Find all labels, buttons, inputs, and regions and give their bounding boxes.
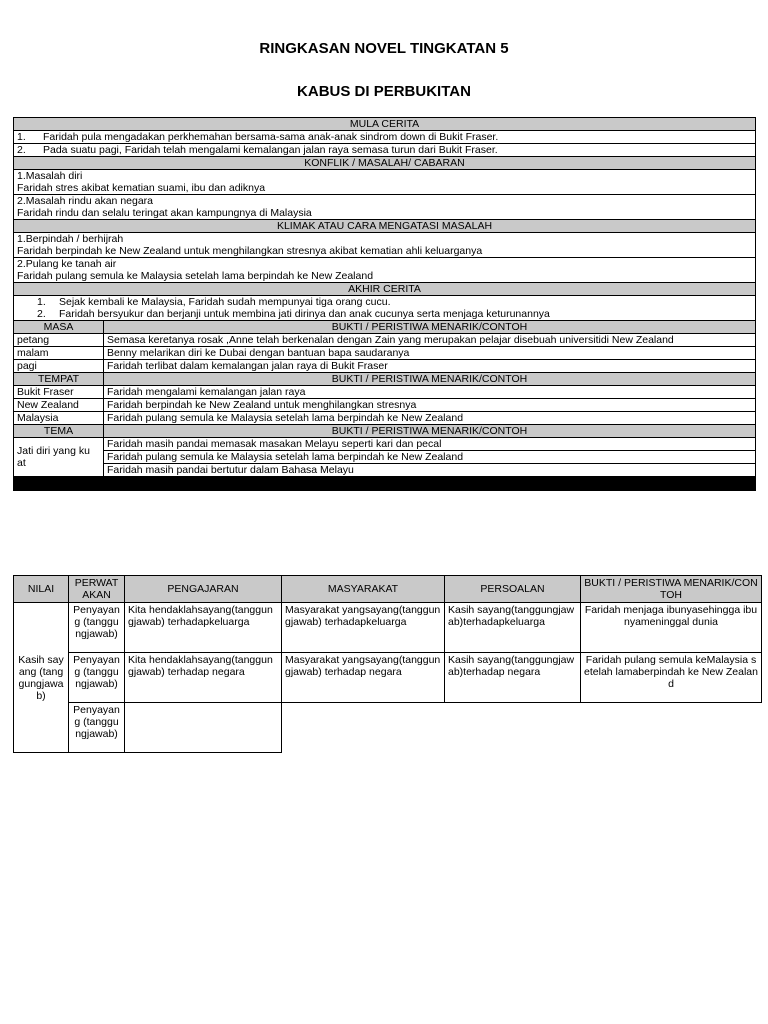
tema-row: Faridah masih pandai bertutur dalam Bahasa Melayu [14,464,756,477]
konflik-item-1: 1.Masalah diri Faridah stres akibat kematian suami, ibu dan adiknya [14,170,756,195]
klimak-item-1: 1.Berpindah / berhijrah Faridah berpindah ke New Zealand untuk menghilangkan stresnya akibat kematian ahli keluarganya [14,233,756,258]
klimak-item-2: 2.Pulang ke tanah air Faridah pulang semula ke Malaysia setelah lama berpindah ke New Zealand [14,258,756,283]
mula-header: MULA CERITA [14,118,756,131]
konflik-header: KONFLIK / MASALAH/ CABARAN [14,157,756,170]
tempat-row: Bukit Fraser Faridah mengalami kemalangan jalan raya [14,386,756,399]
klimak-header: KLIMAK ATAU CARA MENGATASI MASALAH [14,220,756,233]
bukti-header: BUKTI / PERISTIWA MENARIK/CONTOH [581,576,762,603]
tema-label: Jati diri yang ku at [14,438,104,477]
masa-row: pagi Faridah terlibat dalam kemalangan jalan raya di Bukit Fraser [14,360,756,373]
masa-bukti-header: BUKTI / PERISTIWA MENARIK/CONTOH [104,321,756,334]
mula-row-2: 2. Pada suatu pagi, Faridah telah mengalami kemalangan jalan raya semasa turun dari Bukit Fraser. [14,144,756,157]
pengajaran-header: PENGAJARAN [125,576,282,603]
tema-bukti-header: BUKTI / PERISTIWA MENARIK/CONTOH [104,425,756,438]
nilai-label: Kasih sayang (tanggungjawab) [14,603,69,753]
akhir-row: 1. Sejak kembali ke Malaysia, Faridah sudah mempunyai tiga orang cucu. 2. Faridah bersyukur dan berjanji untuk membina jati dirinya dan anak cucunya serta menjaga keturunannya [14,296,756,321]
persoalan-header: PERSOALAN [445,576,581,603]
page-title: RINGKASAN NOVEL TINGKATAN 5 [259,40,509,57]
nilai-header: NILAI [14,576,69,603]
tempat-bukti-header: BUKTI / PERISTIWA MENARIK/CONTOH [104,373,756,386]
tempat-row: Malaysia Faridah pulang semula ke Malaysia setelah lama berpindah ke New Zealand [14,412,756,425]
nilai-row: Kasih sayang (tanggungjawab) Penyayang (tanggungjawab) Kita hendaklahsayang(tanggungjawab) terhadapkeluarga Masyarakat yangsayang(tanggungjawab) terhadapkeluarga Kasih sayang(tanggungjawab)terhadapkeluarga Faridah menjaga ibunyasehingga ibunyameninggal dunia [14,603,762,653]
nilai-row: Penyayang (tanggungjawab) Kita hendaklahsayang(tanggungjawab) terhadap negara Masyarakat yangsayang(tanggungjawab) terhadap negara Kasih sayang(tanggungjawab)terhadap negara Faridah pulang semula keMalaysia setelah lamaberpindah ke New Zealand [14,653,762,703]
novel-title: KABUS DI PERBUKITAN [297,83,471,100]
masa-row: petang Semasa keretanya rosak ,Anne telah berkenalan dengan Zain yang merupakan pelajar disebuah universitidi New Zealand [14,334,756,347]
nilai-table [13,575,762,753]
mula-row-1: 1. Faridah pula mengadakan perkhemahan bersama-sama anak-anak sindrom down di Bukit Fraser. [14,131,756,144]
tempat-header: TEMPAT [14,373,104,386]
masa-header: MASA [14,321,104,334]
tema-header: TEMA [14,425,104,438]
tema-row: Jati diri yang ku at Faridah masih pandai memasak masakan Melayu seperti kari dan pecal [14,438,756,451]
masyarakat-header: MASYARAKAT [282,576,445,603]
akhir-header: AKHIR CERITA [14,283,756,296]
nilai-row: Penyayang (tanggungjawab) [14,703,762,753]
konflik-item-2: 2.Masalah rindu akan negara Faridah rindu dan selalu teringat akan kampungnya di Malaysia [14,195,756,220]
perwatakan-header: PERWATAKAN [69,576,125,603]
summary-table [13,117,756,491]
tema-row: Faridah pulang semula ke Malaysia setelah lama berpindah ke New Zealand [14,451,756,464]
tempat-row: New Zealand Faridah berpindah ke New Zealand untuk menghilangkan stresnya [14,399,756,412]
table-footer-bar [14,477,756,491]
masa-row: malam Benny melarikan diri ke Dubai dengan bantuan bapa saudaranya [14,347,756,360]
